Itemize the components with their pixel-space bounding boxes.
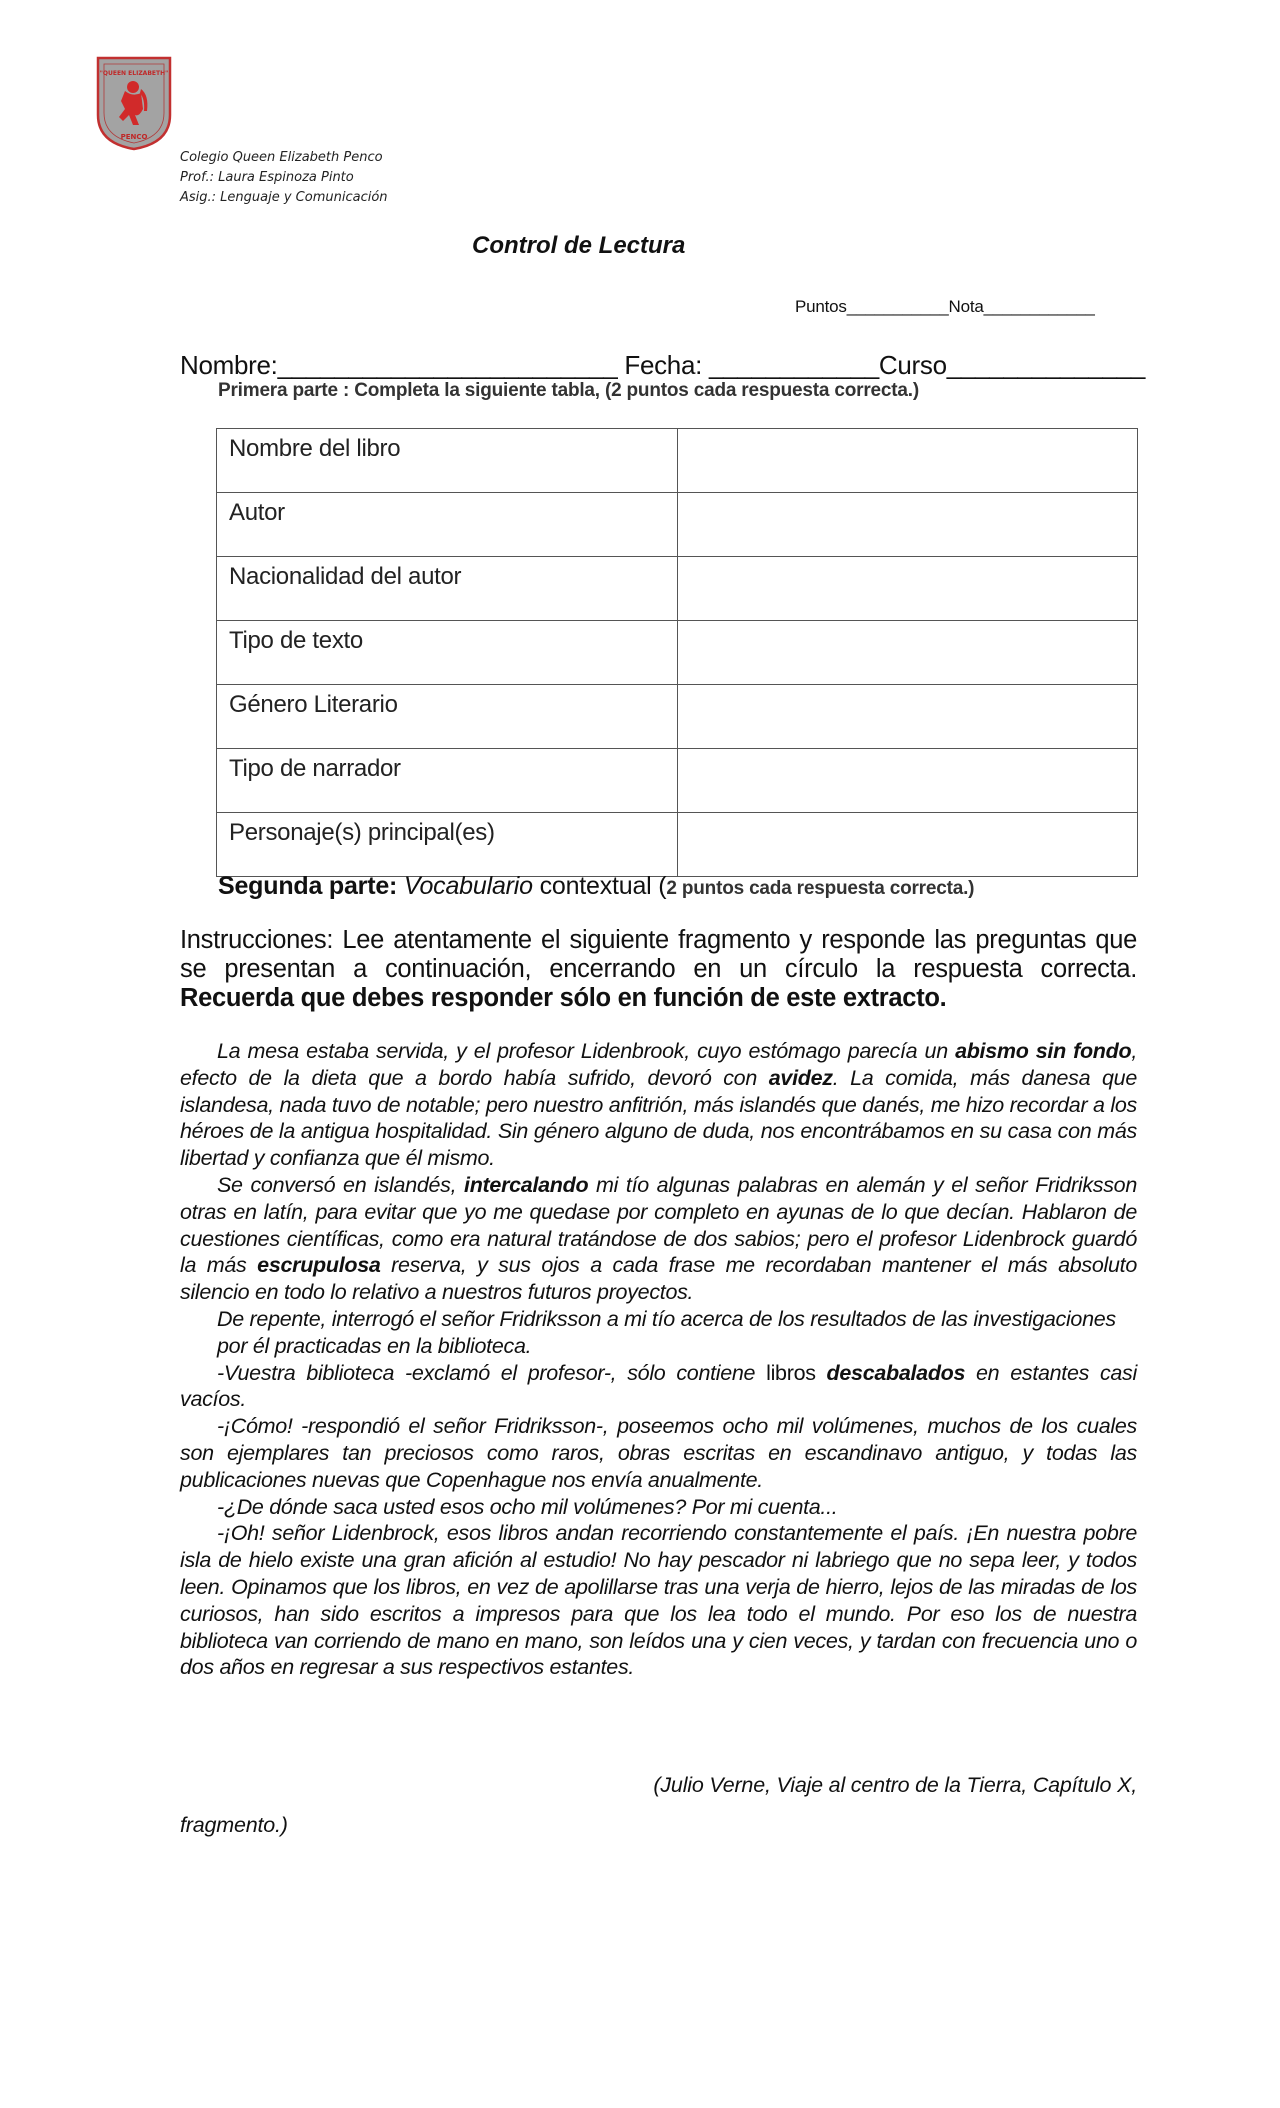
table-row [217,429,1138,493]
reading-passage [180,1038,1137,1681]
passage-paragraph: -¡Cómo! -respondió el señor Fridriksson-, poseemos ocho mil volúmenes, muchos de los cuales son ejemplares tan preciosos como raros, obras escritas en escandinavo antiguo, y todas las publicaciones nuevas que Copenhague nos envía anualmente. [180,1414,1137,1492]
book-info-table [216,428,1138,877]
row-label: Género Literario [217,685,678,749]
vocab-word: escrupulosa [257,1253,381,1278]
answer-cell[interactable] [678,749,1138,813]
passage-paragraph: De repente, interrogó el señor Fridriksson a mi tío acerca de los resultados de las investigaciones [217,1306,1116,1331]
table-row [217,621,1138,685]
passage-text: reserva, y sus ojos a cada frase me recordaban mantener el más absoluto silencio en todo lo relativo a nuestros futuros proyectos. [180,1253,1137,1305]
answer-cell[interactable] [678,813,1138,877]
row-label: Nacionalidad del autor [217,557,678,621]
score-grade-line: Puntos___________Nota____________ [795,297,1095,316]
table-row [217,685,1138,749]
answer-cell[interactable] [678,685,1138,749]
passage-paragraph: por él practicadas en la biblioteca. [217,1333,532,1358]
passage-text: mi tío algunas palabras en alemán y el señor Fridriksson otras en latín, para evitar que yo me quedase por completo en ayunas de lo que decían. Hablaron de cuestiones científicas, como era natural tratándose de dos sabios; pero el profesor Lidenbrock guardó la más [180,1172,1137,1278]
part2-heading-normal: contextual ( [532,872,667,900]
school-name: Colegio Queen Elizabeth Penco [180,150,383,165]
part2-heading [218,872,974,901]
instructions [180,926,1137,1013]
instructions-text: Instrucciones: Lee atentamente el siguiente fragmento y responde las preguntas que se presentan a continuación, encerrando en un círculo la respuesta correcta. [180,926,1137,983]
table-row [217,813,1138,877]
table-row [217,493,1138,557]
part1-heading: Primera parte : Completa la siguiente tabla, (2 puntos cada respuesta correcta.) [218,380,919,401]
passage-text: -Vuestra biblioteca -exclamó el profesor-, sólo contiene [217,1360,767,1385]
part2-heading-italic: Vocabulario [403,872,533,900]
row-label: Autor [217,493,678,557]
student-info-line: Nombre:________________________ Fecha: ____________Curso______________ [180,350,1145,380]
answer-cell[interactable] [678,493,1138,557]
row-label: Tipo de texto [217,621,678,685]
passage-paragraph [180,1172,1137,1306]
vocab-word: descabalados [826,1360,966,1385]
passage-paragraph [180,1360,1137,1414]
school-crest-icon [95,55,173,151]
svg-text:"QUEEN ELIZABETH": "QUEEN ELIZABETH" [99,70,169,77]
teacher-name: Prof.: Laura Espinoza Pinto [180,170,354,185]
table-row [217,557,1138,621]
vocab-word: avidez [768,1065,833,1090]
row-label: Tipo de narrador [217,749,678,813]
citation-line2: fragmento.) [180,1813,288,1837]
passage-text: La mesa estaba servida, y el profesor Lidenbrook, cuyo estómago parecía un [217,1039,956,1063]
answer-cell[interactable] [678,429,1138,493]
svg-text:PENCO: PENCO [120,133,148,141]
passage-text: , efecto de la dieta que a bordo había sufrido, devoró con [180,1039,1137,1090]
row-label: Personaje(s) principal(es) [217,813,678,877]
passage-text: Se conversó en islandés, [217,1172,465,1197]
table-row [217,749,1138,813]
answer-cell[interactable] [678,621,1138,685]
passage-text: en estantes casi vacíos. [180,1360,1137,1412]
part2-heading-bold: Segunda parte: [218,872,398,900]
passage-paragraph [180,1038,1137,1172]
part2-points-note: 2 puntos cada respuesta correcta.) [666,878,975,899]
answer-cell[interactable] [678,557,1138,621]
vocab-word: intercalando [464,1172,589,1197]
page-title: Control de Lectura [472,232,686,259]
passage-text: libros [766,1360,816,1385]
subject-name: Asig.: Lenguaje y Comunicación [180,190,388,205]
row-label: Nombre del libro [217,429,678,493]
citation-line1: (Julio Verne, Viaje al centro de la Tierra, Capítulo X, [653,1773,1137,1797]
passage-text [816,1361,827,1385]
passage-text: . La comida, más danesa que islandesa, nada tuvo de notable; pero nuestro anfitrión, más islandés que danés, me hizo recordar a los héroes de la antigua hospitalidad. Sin género alguno de duda, nos encontrábamos en su casa con más libertad y confianza que él mismo. [180,1065,1137,1171]
passage-paragraph: -¡Oh! señor Lidenbrock, esos libros andan recorriendo constantemente el país. ¡En nuestra pobre isla de hielo existe una gran afición al estudio! No hay pescador ni labriego que no sepa leer, y todos leen. Opinamos que los libros, en vez de apolillarse tras una verja de hierro, lejos de las miradas de los curiosos, han sido escritos a impresos para que los lea todo el mundo. Por eso los de nuestra biblioteca van corriendo de mano en mano, son leídos una y cien veces, y tardan con frecuencia uno o dos años en regresar a sus respectivos estantes. [180,1521,1137,1680]
instructions-bold-note: Recuerda que debes responder sólo en función de este extracto. [180,984,947,1012]
passage-paragraph: -¿De dónde saca usted esos ocho mil volúmenes? Por mi cuenta... [217,1494,838,1519]
vocab-word: abismo sin fondo [955,1039,1132,1063]
